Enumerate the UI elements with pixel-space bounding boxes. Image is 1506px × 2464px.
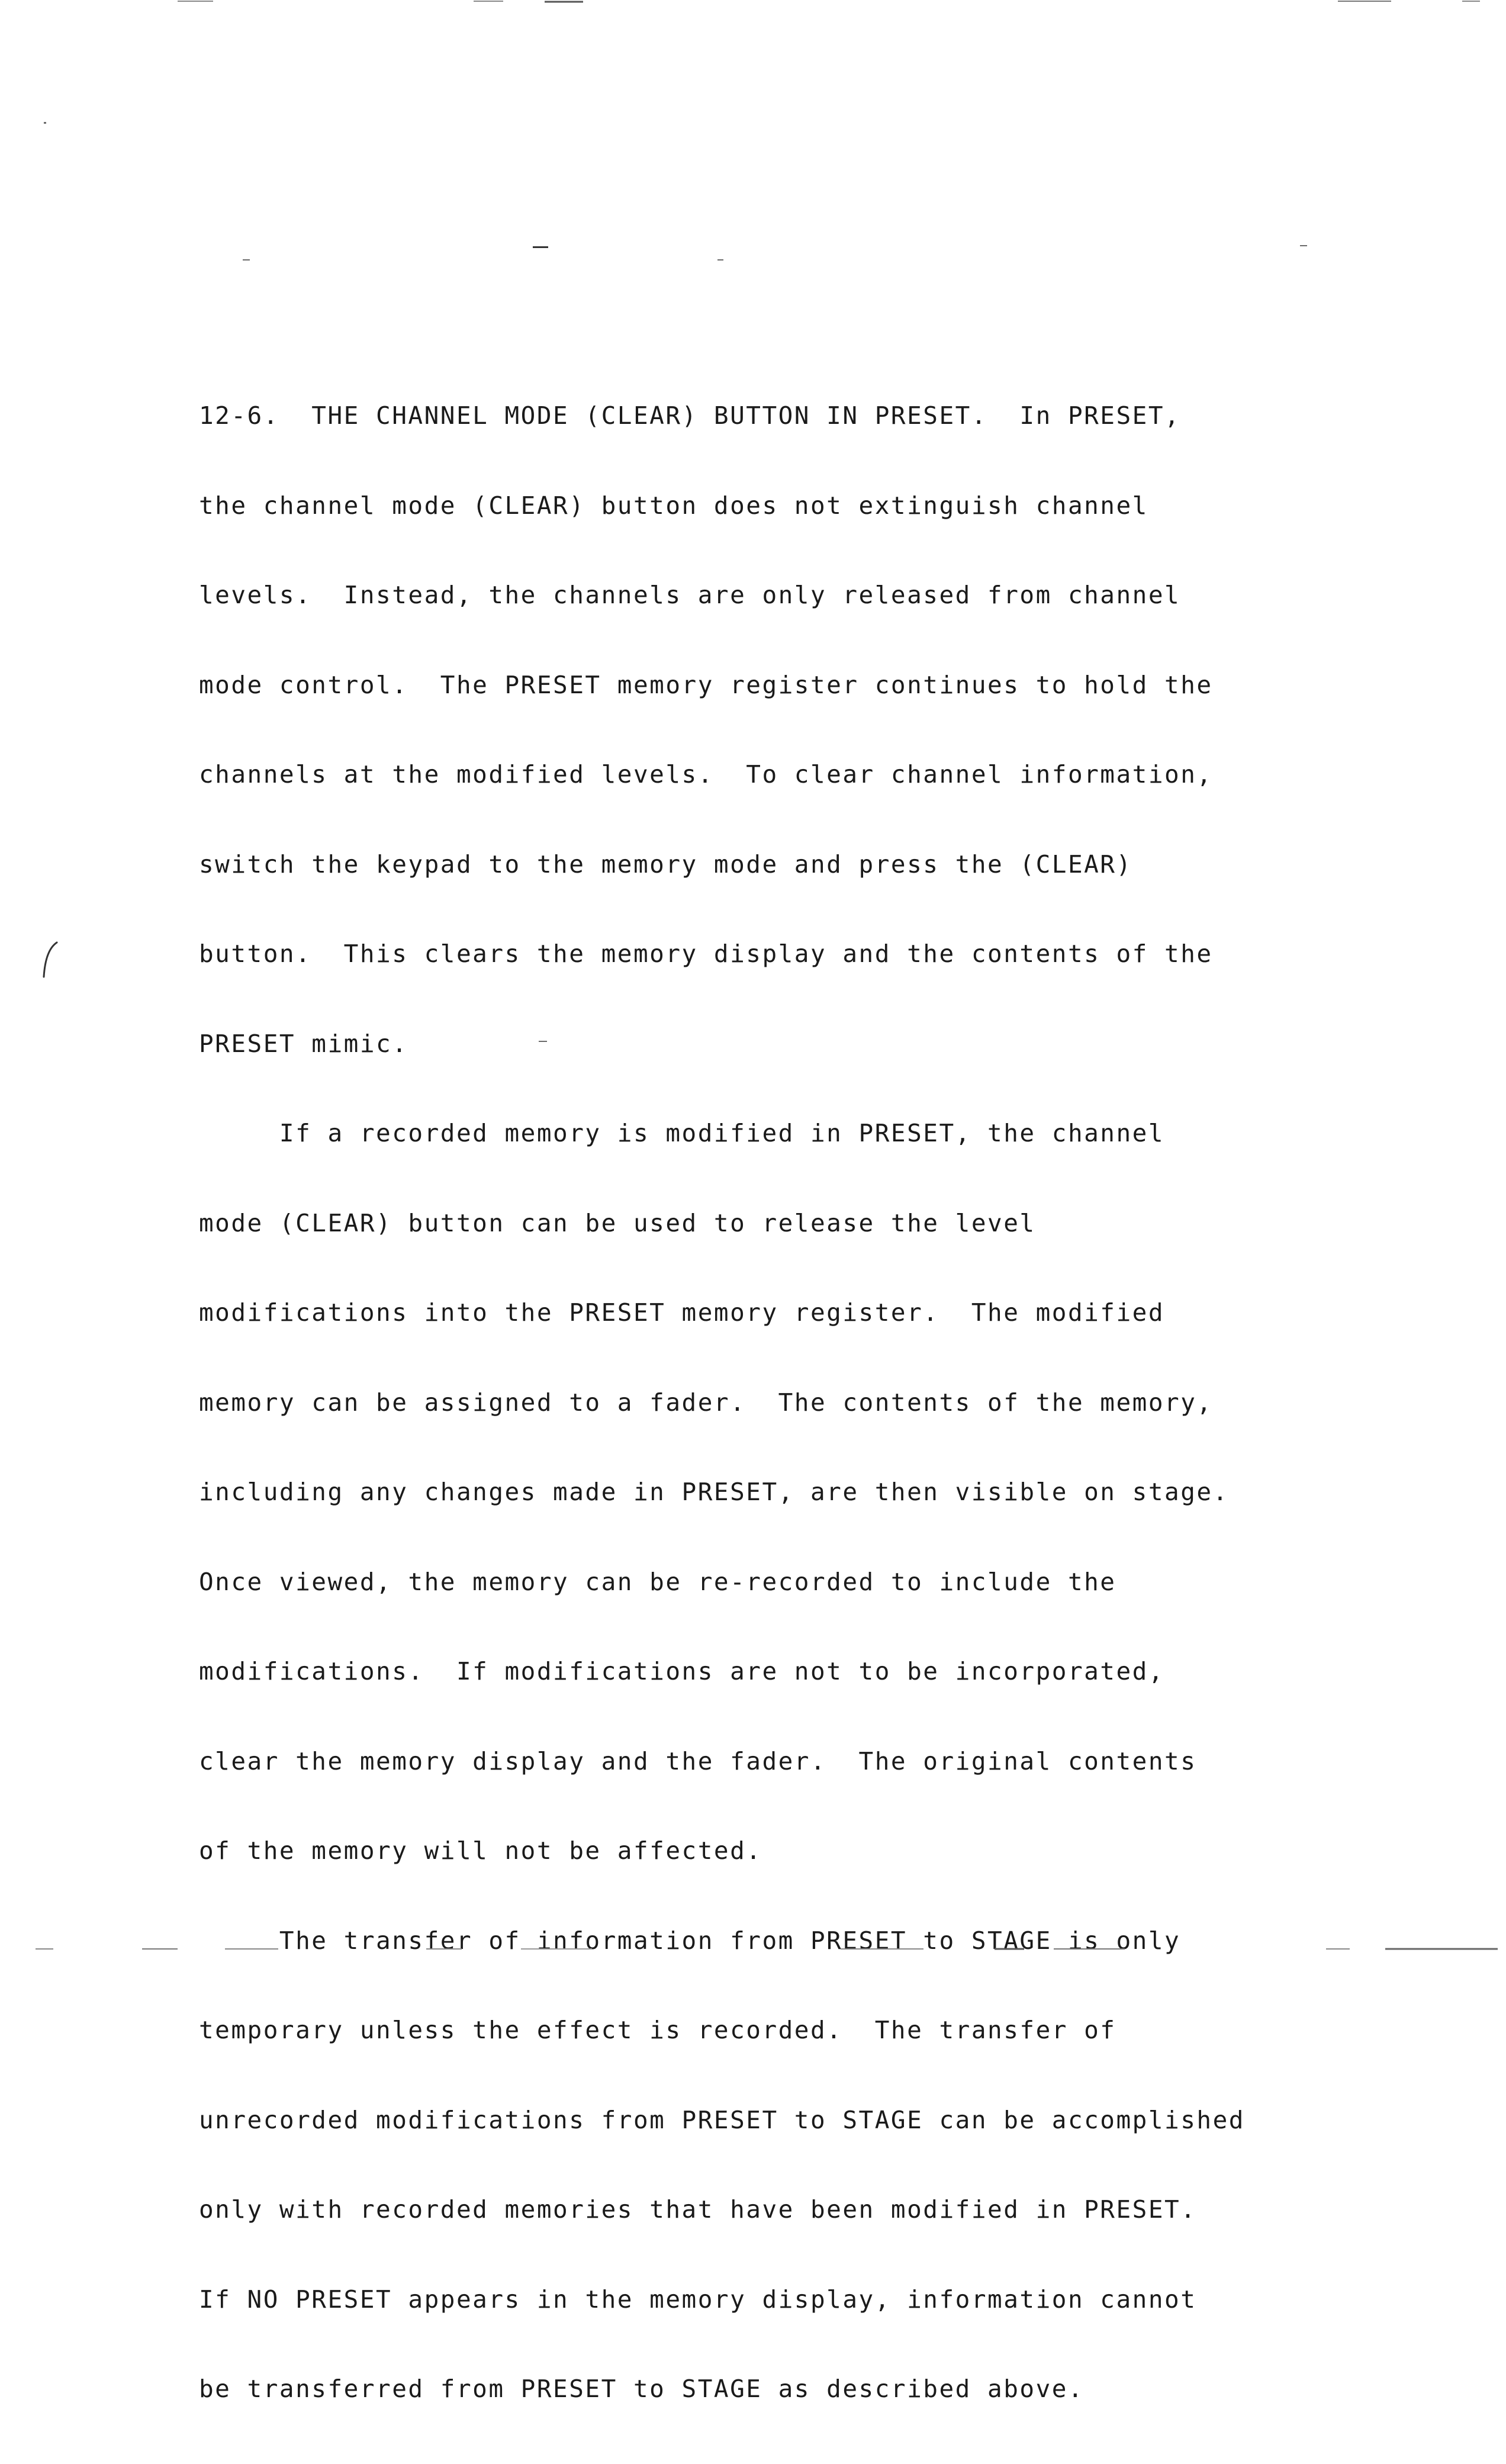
scan-speck [243,259,250,260]
text-line: mode control. The PRESET memory register continues to hold the [199,670,1213,699]
scan-speck [1300,245,1307,246]
scan-speck [533,246,548,248]
text-line: memory can be assigned to a fader. The contents of the memory, [199,1388,1213,1417]
text-line: including any changes made in PRESET, are then visible on stage. [199,1478,1229,1506]
text-line: button. This clears the memory display and the contents of the [199,940,1213,968]
text-line: of the memory will not be affected. [199,1836,762,1865]
text-line: be transferred from PRESET to STAGE as described above. [199,2375,1085,2403]
text-line: unrecorded modifications from PRESET to STAGE can be accomplished [199,2105,1245,2134]
text-line: only with recorded memories that have been modified in PRESET. [199,2195,1197,2224]
text-line: modifications into the PRESET memory register. The modified [199,1298,1165,1327]
text-line: temporary unless the effect is recorded. The transfer of [199,2016,1116,2044]
top-scan-edge [0,0,1506,5]
bottom-scan-edge [0,1947,1506,1951]
text-line: PRESET mimic. [199,1029,408,1058]
scan-speck [44,122,46,124]
document-body [199,341,1371,2464]
text-line: The transfer of information from PRESET to STAGE is only [199,1926,1181,1955]
text-line: channels at the modified levels. To clear channel information, [199,760,1213,789]
text-line: clear the memory display and the fader. The original contents [199,1746,1197,1775]
scan-speck [717,259,723,260]
text-line: switch the keypad to the memory mode and press the (CLEAR) [199,850,1132,879]
text-line: If NO PRESET appears in the memory display, information cannot [199,2285,1197,2314]
text-line: If a recorded memory is modified in PRESET, the channel [199,1119,1165,1147]
text-line: Once viewed, the memory can be re-recorded to include the [199,1567,1116,1596]
text-line: levels. Instead, the channels are only released from channel [199,581,1181,609]
margin-pencil-mark [39,940,63,982]
text-line: the channel mode (CLEAR) button does not extinguish channel [199,491,1148,520]
text-line: modifications. If modifications are not to be incorporated, [199,1657,1165,1685]
text-line: mode (CLEAR) button can be used to release the level [199,1208,1036,1237]
text-line: 12-6. THE CHANNEL MODE (CLEAR) BUTTON IN PRESET. In PRESET, [199,401,1181,430]
